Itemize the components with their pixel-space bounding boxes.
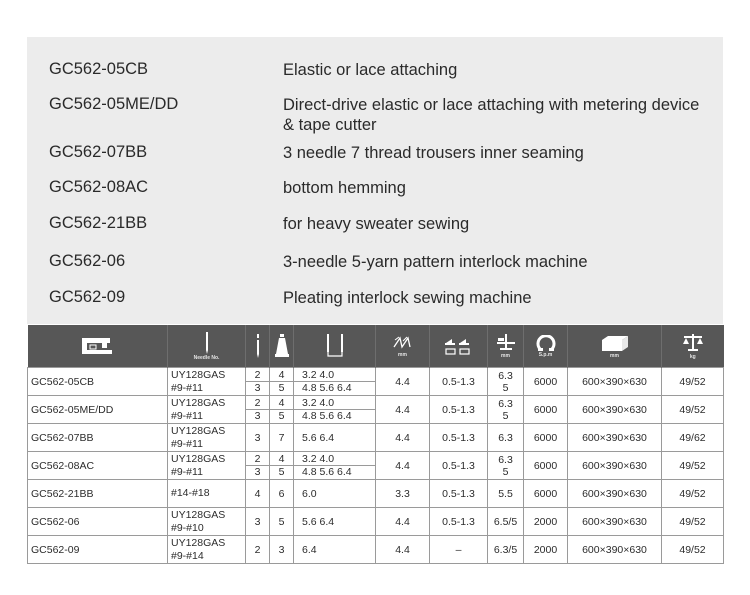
cell-weight: 49/62 — [662, 424, 724, 452]
model-name: GC562-07BB — [49, 143, 148, 161]
cell-package: 600×390×630 — [568, 536, 662, 564]
gauge-values: 3.2 4.0 — [294, 453, 375, 466]
needle-range: #9-#11 — [171, 381, 203, 394]
needle-range: #9-#11 — [171, 409, 203, 422]
gauge-values: 3.2 4.0 — [294, 369, 375, 382]
needle-type: UY128GAS — [171, 424, 226, 437]
cell-stitch-length: 3.3 — [376, 480, 430, 508]
gauge-values: 5.6 6.4 — [302, 515, 335, 528]
cell-presser-lift — [488, 368, 524, 396]
cell-threads: 5 — [270, 508, 294, 536]
thread-count: 5 — [278, 466, 285, 478]
header-cell-presser-lift — [488, 325, 524, 368]
cell-threads — [270, 452, 294, 480]
thread-count: 4 — [270, 369, 293, 382]
cell-needle-gauge — [294, 480, 376, 508]
model-description: 3 needle 7 thread trousers inner seaming — [283, 144, 584, 162]
needle-type: UY128GAS — [171, 536, 226, 549]
header-cell-threads — [270, 325, 294, 368]
cell-presser-lift: 6.3 — [488, 424, 524, 452]
cell-needle-gauge — [294, 424, 376, 452]
header-cell-needle-gauge — [294, 325, 376, 368]
model-name: GC562-06 — [49, 252, 126, 270]
cell-weight: 49/52 — [662, 480, 724, 508]
cell-presser-lift: 5.5 — [488, 480, 524, 508]
cell-weight: 49/52 — [662, 368, 724, 396]
cell-differential-feed: – — [430, 536, 488, 564]
cell-presser-lift — [488, 452, 524, 480]
needle-range: #9-#14 — [171, 549, 204, 562]
header-cell-machine — [28, 325, 168, 368]
thread-count: 5 — [278, 382, 285, 394]
model-name: GC562-05ME/DD — [49, 95, 179, 113]
cell-speed: 2000 — [524, 508, 568, 536]
header-cell-speed — [524, 325, 568, 368]
cell-needle-no — [168, 480, 246, 508]
needle-count: 2 — [246, 397, 269, 410]
header-cell-weight — [662, 325, 724, 368]
model-description: 3-needle 5-yarn pattern interlock machine — [283, 253, 588, 271]
lift-value: 5 — [502, 381, 509, 394]
header-cell-needles — [246, 325, 270, 368]
needle-range: #14-#18 — [171, 487, 210, 499]
needle-count: 3 — [254, 410, 261, 422]
cell-needles — [246, 396, 270, 424]
model-description: bottom hemming — [283, 179, 406, 197]
cell-stitch-length: 4.4 — [376, 368, 430, 396]
cell-speed: 2000 — [524, 536, 568, 564]
package-box-icon: mm — [568, 334, 661, 359]
cell-package: 600×390×630 — [568, 368, 662, 396]
cell-needle-gauge — [294, 452, 376, 480]
thread-count: 4 — [270, 397, 293, 410]
needle-type: UY128GAS — [171, 452, 226, 465]
gauge-values: 4.8 5.6 6.4 — [302, 382, 352, 394]
cell-speed: 6000 — [524, 424, 568, 452]
cell-needle-gauge — [294, 396, 376, 424]
cell-needle-no — [168, 452, 246, 480]
cell-needles: 3 — [246, 424, 270, 452]
cell-package: 600×390×630 — [568, 424, 662, 452]
cell-model: GC562-09 — [28, 536, 168, 564]
model-name: GC562-21BB — [49, 214, 148, 232]
header-cell-stitch-length — [376, 325, 430, 368]
cell-presser-lift: 6.5/5 — [488, 508, 524, 536]
cell-needles: 3 — [246, 508, 270, 536]
cell-speed: 6000 — [524, 452, 568, 480]
cell-model: GC562-07BB — [28, 424, 168, 452]
cell-needle-gauge — [294, 508, 376, 536]
cell-weight: 49/52 — [662, 508, 724, 536]
cell-model: GC562-05ME/DD — [28, 396, 168, 424]
cell-needle-no — [168, 536, 246, 564]
cell-differential-feed: 0.5-1.3 — [430, 368, 488, 396]
needle-icon: Needle No. — [168, 332, 245, 361]
cell-stitch-length: 4.4 — [376, 508, 430, 536]
table-header-row — [28, 325, 724, 368]
cell-presser-lift — [488, 396, 524, 424]
cell-weight: 49/52 — [662, 396, 724, 424]
gauge-values: 6.4 — [302, 543, 317, 556]
lift-value: 5 — [502, 465, 509, 478]
model-description: for heavy sweater sewing — [283, 215, 470, 233]
speed-icon: S.p.m — [524, 335, 567, 358]
cell-threads: 7 — [270, 424, 294, 452]
cell-needle-gauge — [294, 368, 376, 396]
cell-weight: 49/52 — [662, 536, 724, 564]
cell-model: GC562-05CB — [28, 368, 168, 396]
cell-differential-feed: 0.5-1.3 — [430, 452, 488, 480]
model-description: Elastic or lace attaching — [283, 61, 458, 79]
differential-feed-icon — [430, 336, 487, 356]
cell-differential-feed: 0.5-1.3 — [430, 424, 488, 452]
cell-presser-lift: 6.3/5 — [488, 536, 524, 564]
needle-count: 2 — [246, 369, 269, 382]
cell-threads — [270, 396, 294, 424]
gauge-values: 3.2 4.0 — [294, 397, 375, 410]
needle-type: UY128GAS — [171, 396, 226, 409]
thread-count: 5 — [278, 410, 285, 422]
cell-threads: 6 — [270, 480, 294, 508]
cell-speed: 6000 — [524, 368, 568, 396]
cell-needle-no — [168, 396, 246, 424]
header-cell-differential-feed — [430, 325, 488, 368]
table-row — [28, 480, 724, 508]
table-row — [28, 396, 724, 424]
cell-threads — [270, 368, 294, 396]
cell-needles — [246, 452, 270, 480]
needle-range: #9-#11 — [171, 437, 203, 450]
cell-model: GC562-21BB — [28, 480, 168, 508]
model-description: Direct-drive elastic or lace attaching with metering device & tape cutter — [283, 96, 700, 134]
cell-needles: 4 — [246, 480, 270, 508]
table-row — [28, 452, 724, 480]
cell-speed: 6000 — [524, 480, 568, 508]
cell-package: 600×390×630 — [568, 452, 662, 480]
cell-needles: 2 — [246, 536, 270, 564]
sewing-machine-icon — [28, 336, 168, 356]
cell-needles — [246, 368, 270, 396]
model-name: GC562-08AC — [49, 178, 149, 196]
cell-package: 600×390×630 — [568, 396, 662, 424]
lift-value: 6.3 — [498, 397, 513, 410]
needle-count: 3 — [254, 466, 261, 478]
cell-model: GC562-08AC — [28, 452, 168, 480]
model-description: Pleating interlock sewing machine — [283, 289, 532, 307]
stitch-length-icon: mm — [376, 335, 429, 358]
table-row — [28, 424, 724, 452]
table-row — [28, 536, 724, 564]
cell-needle-no — [168, 508, 246, 536]
gauge-values: 5.6 6.4 — [302, 431, 335, 444]
spec-table — [27, 325, 724, 564]
needle-type: UY128GAS — [171, 508, 226, 521]
needle-count-icon — [246, 334, 269, 358]
cell-needle-no — [168, 424, 246, 452]
thread-cone-icon — [270, 334, 293, 358]
cell-threads: 3 — [270, 536, 294, 564]
model-name: GC562-09 — [49, 288, 126, 306]
needle-type: UY128GAS — [171, 368, 226, 381]
cell-differential-feed: 0.5-1.3 — [430, 396, 488, 424]
header-cell-package — [568, 325, 662, 368]
cell-needle-no — [168, 368, 246, 396]
cell-weight: 49/52 — [662, 452, 724, 480]
table-row — [28, 368, 724, 396]
presser-lift-icon: mm — [488, 334, 523, 359]
needle-range: #9-#10 — [171, 521, 204, 534]
cell-stitch-length: 4.4 — [376, 452, 430, 480]
needle-count: 2 — [246, 453, 269, 466]
cell-stitch-length: 4.4 — [376, 396, 430, 424]
gauge-values: 4.8 5.6 6.4 — [302, 466, 352, 478]
cell-package: 600×390×630 — [568, 480, 662, 508]
cell-differential-feed: 0.5-1.3 — [430, 480, 488, 508]
needle-count: 3 — [254, 382, 261, 394]
cell-stitch-length: 4.4 — [376, 424, 430, 452]
needle-range: #9-#11 — [171, 465, 203, 478]
table-row — [28, 508, 724, 536]
cell-differential-feed: 0.5-1.3 — [430, 508, 488, 536]
model-description-panel — [27, 37, 723, 324]
gauge-values: 6.0 — [302, 487, 317, 500]
header-cell-needle-no — [168, 325, 246, 368]
cell-model: GC562-06 — [28, 508, 168, 536]
lift-value: 6.3 — [498, 369, 513, 382]
lift-value: 5 — [502, 409, 509, 422]
cell-stitch-length: 4.4 — [376, 536, 430, 564]
lift-value: 6.3 — [498, 453, 513, 466]
needle-gauge-icon — [294, 334, 375, 358]
gauge-values: 4.8 5.6 6.4 — [302, 410, 352, 422]
cell-package: 600×390×630 — [568, 508, 662, 536]
scale-weight-icon: kg — [662, 333, 724, 360]
cell-needle-gauge — [294, 536, 376, 564]
thread-count: 4 — [270, 453, 293, 466]
model-name: GC562-05CB — [49, 60, 149, 78]
cell-speed: 6000 — [524, 396, 568, 424]
